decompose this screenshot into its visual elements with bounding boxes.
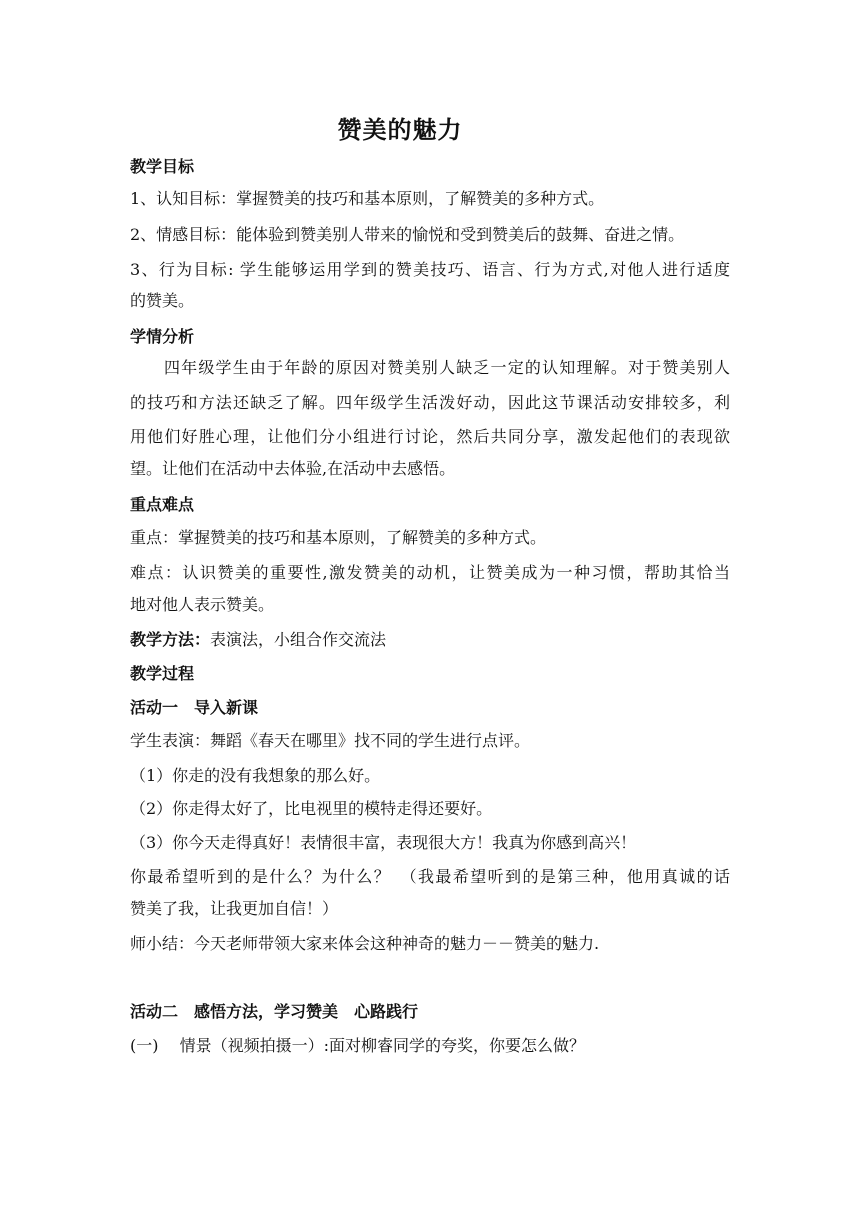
teaching-methods: [130, 630, 730, 650]
analysis-line3: 用他们好胜心理，让他们分小组进行讨论，然后共同分享，激发起他们的表现欲: [130, 427, 730, 446]
document-title: 赞美的魅力: [337, 115, 463, 144]
teaching-methods-value: 表演法，小组合作交流法: [210, 630, 387, 649]
objective-cognitive: 1、认知目标：掌握赞美的技巧和基本原则，了解赞美的多种方式。: [130, 189, 605, 208]
activity1-question-line1: 你最希望听到的是什么？为什么？ （我最希望听到的是第三种，他用真诚的话: [130, 867, 730, 886]
activity1-option1: （1）你走的没有我想象的那么好。: [130, 766, 381, 785]
difficult-point-line1: 难点：认识赞美的重要性,激发赞美的动机，让赞美成为一种习惯，帮助其恰当: [130, 563, 730, 582]
difficult-point-line2: 地对他人表示赞美。: [130, 595, 275, 614]
objective-emotional: 2、情感目标：能体验到赞美别人带来的愉悦和受到赞美后的鼓舞、奋进之情。: [130, 225, 685, 244]
analysis-heading: 学情分析: [130, 327, 195, 346]
activity1-heading: 活动一 导入新课: [130, 698, 259, 717]
analysis-line4: 望。让他们在活动中去体验,在活动中去感悟。: [130, 459, 456, 478]
activity1-question-line2: 赞美了我，让我更加自信！）: [130, 899, 339, 918]
activity1-option2: （2）你走得太好了，比电视里的模特走得还要好。: [130, 799, 493, 818]
activity2-heading: 活动二 感悟方法，学习赞美 心路践行: [130, 1002, 419, 1021]
activity1-intro: 学生表演：舞蹈《春天在哪里》找不同的学生进行点评。: [130, 731, 531, 750]
activity1-summary: 师小结：今天老师带领大家来体会这种神奇的魅力－－赞美的魅力.: [130, 934, 600, 953]
analysis-line1: 四年级学生由于年龄的原因对赞美别人缺乏一定的认知理解。对于赞美别人: [164, 358, 730, 377]
process-heading: 教学过程: [130, 664, 195, 683]
activity1-option3: （3）你今天走得真好！表情很丰富，表现很大方！我真为你感到高兴！: [130, 833, 637, 852]
key-point: 重点：掌握赞美的技巧和基本原则，了解赞美的多种方式。: [130, 528, 547, 547]
analysis-line2: 的技巧和方法还缺乏了解。四年级学生活泼好动，因此这节课活动安排较多，利: [130, 393, 730, 412]
teaching-methods-label: 教学方法：: [130, 630, 211, 649]
activity2-item1: (一) 情景（视频拍摄一）:面对柳睿同学的夸奖，你要怎么做？: [130, 1036, 585, 1055]
key-points-heading: 重点难点: [130, 495, 195, 514]
objectives-heading: 教学目标: [130, 157, 195, 176]
objective-behavior-line2: 的赞美。: [130, 291, 195, 310]
objective-behavior-line1: 3、行为目标: 学生能够运用学到的赞美技巧、语言、行为方式,对他人进行适度: [130, 260, 730, 279]
